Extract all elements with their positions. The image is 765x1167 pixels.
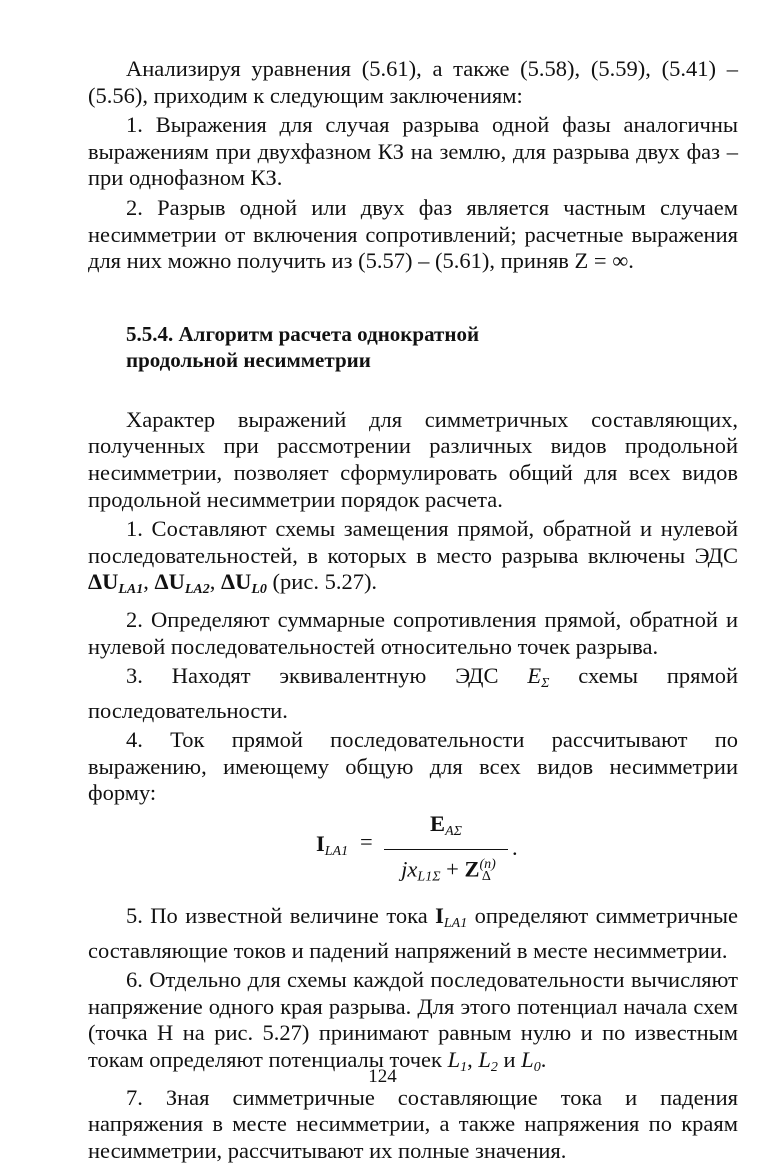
delta-u0: $\Delta U_{L0}$ [221,569,267,598]
section-title-line-2: продольной несимметрии [126,347,371,372]
step-3 [88,663,738,724]
step-1: 1. Составляют схемы замещения прямой, обратной и нулевой последовательностей, в которых в место разрыва включены ЭДС $\Delta U_{LA1}$, $\Delta U_{LA2}$, $\Delta U_{L0}$ (рис. 5.27). [88,516,738,598]
current-i-la1: $I_{LA1}$ [435,903,468,932]
step-4: 4. Ток прямой последовательности рассчитывают по выражению, имеющему общую для всех видов несимметрии форму: [88,727,738,806]
page-number: 124 [368,1066,397,1087]
step-6-and: и [503,1047,516,1073]
body-intro: Характер выражений для симметричных составляющих, полученных при рассмотрении различных видов продольной несимметрии, позволяет сформулировать общий для всех видов продольной несимметрии порядок расчета. [88,406,738,512]
formula-fraction [384,811,508,891]
conclusion-2: 2. Разрыв одной или двух фаз является частным случаем несимметрии от включения сопротивлений; расчетные выражения для них можно получить из (5.57) – (5.61), приняв Z = ∞. [88,194,738,274]
step-6-text: 6. Отдельно для схемы каждой последовательности вычисляют напряжение одного края разрыва. Для этого потенциал начала схем (точка Н на рис. 5.27) принимают равным нулю и по известным токам определяют потенциалы точек [88,967,738,1073]
step-3-text: 3. Находят эквивалентную ЭДС [126,663,499,689]
point-l0: $L_0$ [521,1047,541,1076]
formula-period: . [512,835,518,861]
step-5-text: 5. По известной величине тока [126,903,428,929]
step-6: 6. Отдельно для схемы каждой последовательности вычисляют напряжение одного края разрыва. Для этого потенциал начала схем (точка Н на рис. 5.27) принимают равным нулю и по известным токам определяют потенциалы точек $L_1$, $L_2$ и $L_0$. [88,967,738,1076]
page-content [88,56,738,1167]
formula [88,811,738,887]
section-title-line-1: 5.5.4. Алгоритм расчета однократной [126,321,480,346]
step-3-end: схемы прямой последовательности. [88,663,739,723]
step-5 [88,903,738,964]
delta-u1: $\Delta U_{LA1}$ [88,569,144,598]
point-l1: $L_1$ [447,1047,468,1076]
formula-equals: = [360,829,373,855]
intro-paragraph: Анализируя уравнения (5.61), а также (5.58), (5.59), (5.41) – (5.56), приходим к следующим заключениям: [88,56,738,108]
step-1-text: 1. Составляют схемы замещения прямой, обратной и нулевой последовательностей, в которых в место разрыва включены ЭДС [88,516,738,568]
step-1-end: (рис. 5.27). [272,569,378,595]
emf-e-sigma: $E_\Sigma$ [527,663,550,692]
formula-denominator: $jx_{L1\Sigma} + Z^{(n)}_\Delta$ [401,856,496,885]
section-heading [126,321,738,373]
delta-u2: $\Delta U_{LA2}$ [154,569,210,598]
point-l2: $L_2$ [478,1047,498,1076]
fraction-bar [384,849,508,850]
conclusion-1: 1. Выражения для случая разрыва одной фазы аналогичны выражениям при двухфазном КЗ на землю, для разрыва двух фаз – при однофазном КЗ. [88,112,738,191]
step-5-end: определяют симметричные составляющие токов и падений напряжений в месте несимметрии. [88,903,738,963]
formula-numerator: $E_{A\Sigma}$ [430,811,462,840]
step-2: 2. Определяют суммарные сопротивления прямой, обратной и нулевой последовательностей относительно точек разрыва. [88,606,738,659]
step-7: 7. Зная симметричные составляющие тока и падения напряжения в месте несимметрии, а также напряжения по краям несимметрии, рассчитывают их полные значения. [88,1084,738,1163]
formula-lhs: $I_{LA1}$ [316,831,349,860]
